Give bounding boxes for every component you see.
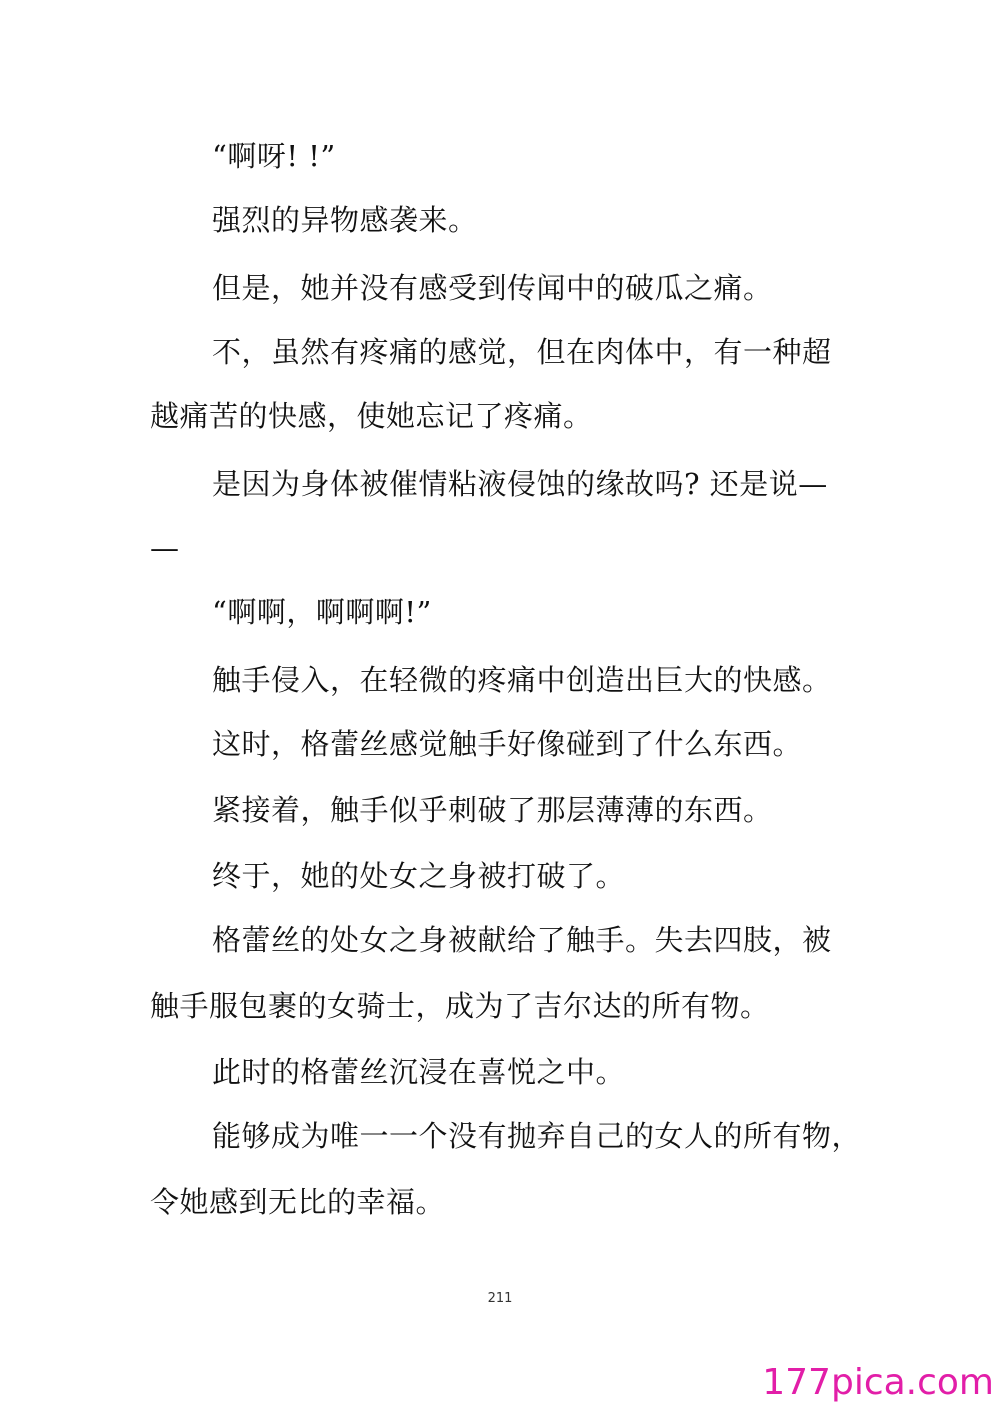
text-line: “啊啊，啊啊啊!” xyxy=(212,595,432,629)
text-line: 能够成为唯一一个没有抛弃自己的女人的所有物， xyxy=(212,1119,862,1153)
text-line: 不，虽然有疼痛的感觉，但在肉体中，有一种超 xyxy=(212,335,832,369)
text-line: “啊呀! !” xyxy=(212,139,336,173)
text-line: 这时，格蕾丝感觉触手好像碰到了什么东西。 xyxy=(212,727,803,761)
text-line: 终于，她的处女之身被打破了。 xyxy=(212,859,626,893)
text-line: 此时的格蕾丝沉浸在喜悦之中。 xyxy=(212,1055,626,1089)
text-line: 紧接着，触手似乎刺破了那层薄薄的东西。 xyxy=(212,793,773,827)
text-line: 触手服包裹的女骑士，成为了吉尔达的所有物。 xyxy=(150,989,770,1023)
text-line: 越痛苦的快感，使她忘记了疼痛。 xyxy=(150,399,593,433)
text-line: 格蕾丝的处女之身被献给了触手。失去四肢，被 xyxy=(212,923,832,957)
text-line: 令她感到无比的幸福。 xyxy=(150,1185,446,1219)
watermark-text: 177pica.com xyxy=(762,1362,994,1403)
text-line: 但是，她并没有感受到传闻中的破瓜之痛。 xyxy=(212,271,773,305)
text-line: 是因为身体被催情粘液侵蚀的缘故吗? 还是说— xyxy=(212,467,828,501)
page-number: 211 xyxy=(487,1291,513,1306)
text-line: 强烈的异物感袭来。 xyxy=(212,203,478,237)
text-line: 触手侵入，在轻微的疼痛中创造出巨大的快感。 xyxy=(212,663,832,697)
text-line: — xyxy=(150,531,180,565)
